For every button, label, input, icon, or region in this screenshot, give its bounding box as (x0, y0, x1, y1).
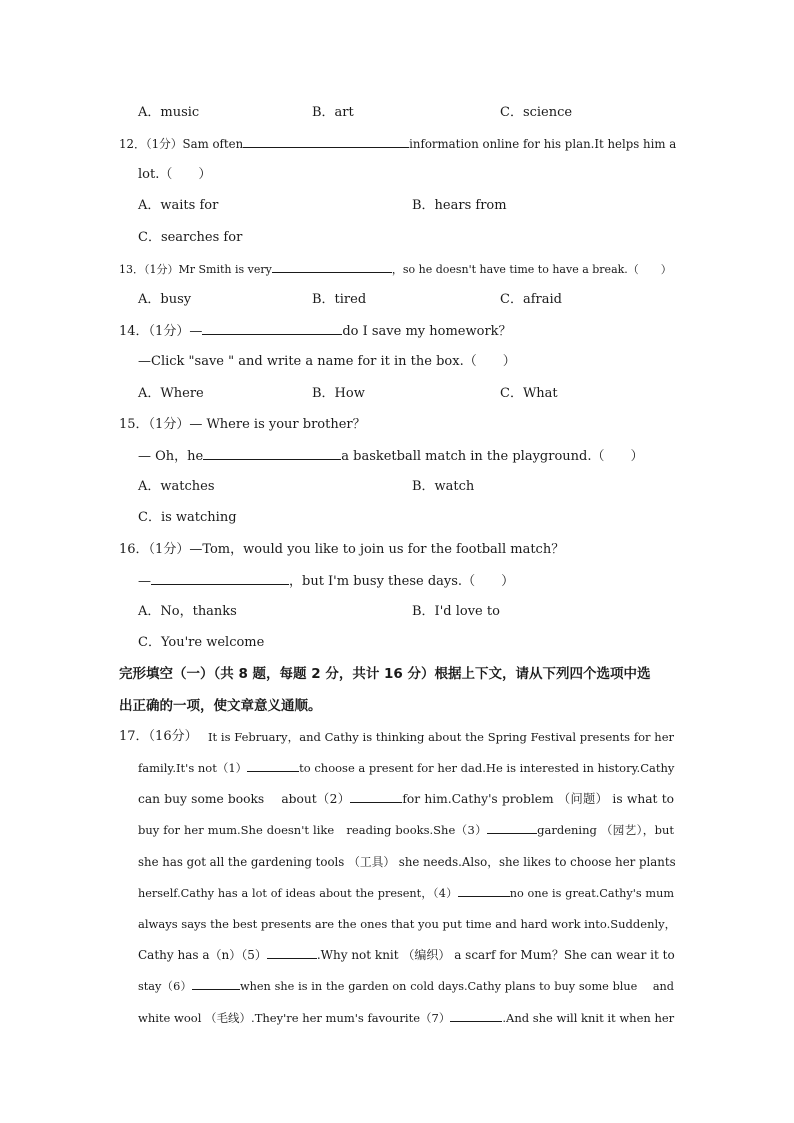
q17-line-6-a: herself.Cathy has a lot of ideas about the present，（4） (138, 887, 458, 900)
q15-reply (138, 447, 644, 466)
q17-blank-1[interactable] (247, 759, 299, 772)
q12-option-b[interactable]: B．hears from (412, 198, 507, 213)
section-heading-line2: 出正确的一项，使文章意义通顺。 (119, 698, 322, 714)
q17-line-10-b: .And she will knit it when her (502, 1011, 675, 1025)
q15-reply-part2: a basketball match in the playground.（ ） (341, 449, 644, 464)
q15-blank[interactable] (203, 447, 341, 460)
q17-line-4-a: buy for her mum.She doesn't like reading books.She（3） (138, 823, 488, 837)
q12-option-a[interactable]: A．waits for (138, 198, 219, 213)
q16-reply-part1: — (138, 574, 151, 589)
q12-stem-part2: information online for his plan.It helps him a (409, 137, 677, 151)
q17-line-4 (138, 821, 674, 839)
q17-line-3 (138, 790, 674, 808)
q17-line-9 (138, 977, 674, 996)
q17-blank-4[interactable] (458, 884, 510, 897)
q17-line-8-a: Cathy has a（n）（5） (138, 948, 267, 962)
q17-line-6 (138, 884, 674, 903)
q11-option-a[interactable]: A．music (138, 105, 200, 120)
q17-label: 17．（16分） (119, 729, 198, 744)
q16-reply-part2: ，but I'm busy these days.（ ） (289, 574, 515, 589)
q17-line-10 (138, 1009, 674, 1027)
q14-option-b[interactable]: B．How (312, 386, 365, 401)
q14-option-c[interactable]: C．What (500, 386, 558, 401)
q17-line-1 (208, 728, 674, 746)
q13-stem-part1: 13．（1分）Mr Smith is very (119, 263, 272, 276)
q15-option-c[interactable]: C．is watching (138, 510, 237, 525)
q16-option-a[interactable]: A．No，thanks (138, 604, 237, 619)
q13-option-a[interactable]: A．busy (138, 292, 192, 307)
q17-line-7-text: always says the best presents are the ones that you put time and hard work into.Suddenly， (138, 917, 677, 931)
q17-blank-3[interactable] (487, 821, 537, 834)
q17-blank-6[interactable] (192, 977, 240, 990)
q13-stem-part2: ，so he doesn't have time to have a break.（ ） (391, 263, 672, 276)
q16-option-c[interactable]: C．You're welcome (138, 635, 265, 650)
q15-option-b[interactable]: B．watch (412, 479, 475, 494)
q14-stem (119, 322, 512, 341)
q17-line-3-a: can buy some books about（2） (138, 792, 351, 806)
q14-stem-part1: 14．（1分）— (119, 324, 203, 339)
q13-option-c[interactable]: C．afraid (500, 292, 562, 307)
q12-stem-end: lot.（ ） (138, 167, 212, 182)
q12-stem-part1: 12．（1分）Sam often (119, 137, 244, 151)
q16-blank[interactable] (151, 572, 289, 585)
q17-line-7 (138, 915, 677, 933)
q15-option-a[interactable]: A．watches (138, 479, 215, 494)
q17-line-8-b: .Why not knit （编织） a scarf for Mum？She can wear it to (316, 948, 675, 962)
q17-blank-2[interactable] (350, 790, 402, 803)
q17-line-3-b: for him.Cathy's problem （问题） is what to (402, 792, 674, 806)
q17-line-6-b: no one is great.Cathy's mum (509, 887, 675, 900)
q17-line-8 (138, 946, 674, 964)
q13-stem (119, 260, 672, 279)
q15-reply-part1: — Oh，he (138, 449, 204, 464)
q14-stem-part2: do I save my homework？ (342, 324, 512, 339)
q13-blank[interactable] (272, 260, 392, 273)
q17-line-2 (138, 759, 674, 777)
q17-line-2-b: to choose a present for her dad.He is interested in history.Cathy (299, 761, 675, 775)
q17-line-9-a: stay（6） (138, 980, 192, 993)
q14-reply: —Click "save " and write a name for it in the box.（ ） (138, 354, 516, 369)
q17-line-5 (138, 853, 674, 871)
q16-reply (138, 572, 514, 591)
q14-blank[interactable] (202, 322, 342, 335)
q17-line-2-a: family.It's not（1） (138, 761, 248, 775)
q17-blank-7[interactable] (450, 1009, 502, 1022)
q17-line-9-b: when she is in the garden on cold days.Cathy plans to buy some blue and (240, 980, 675, 993)
q15-stem: 15．（1分）— Where is your brother？ (119, 417, 366, 432)
q12-blank[interactable] (243, 135, 409, 148)
q17-line-10-a: white wool （毛线）.They're her mum's favourite（7） (138, 1011, 451, 1025)
q12-stem (119, 135, 676, 153)
q11-option-b[interactable]: B．art (312, 105, 354, 120)
q17-line-1-text: It is February，and Cathy is thinking about the Spring Festival presents for her (208, 730, 674, 744)
section-heading-line1: 完形填空（一）（共 8 题，每题 2 分，共计 16 分）根据上下文，请从下列四个选项中选 (119, 666, 651, 682)
q17-blank-5[interactable] (267, 946, 317, 959)
q17-line-4-b: gardening （园艺），but (537, 823, 675, 837)
q16-option-b[interactable]: B．I'd love to (412, 604, 500, 619)
q17-line-5-text: she has got all the gardening tools （工具） she needs.Also，she likes to choose her plants (138, 855, 676, 869)
q16-stem: 16．（1分）—Tom，would you like to join us for the football match？ (119, 542, 565, 557)
q12-option-c[interactable]: C．searches for (138, 230, 243, 245)
q14-option-a[interactable]: A．Where (138, 386, 204, 401)
q11-option-c[interactable]: C．science (500, 105, 573, 120)
q13-option-b[interactable]: B．tired (312, 292, 367, 307)
